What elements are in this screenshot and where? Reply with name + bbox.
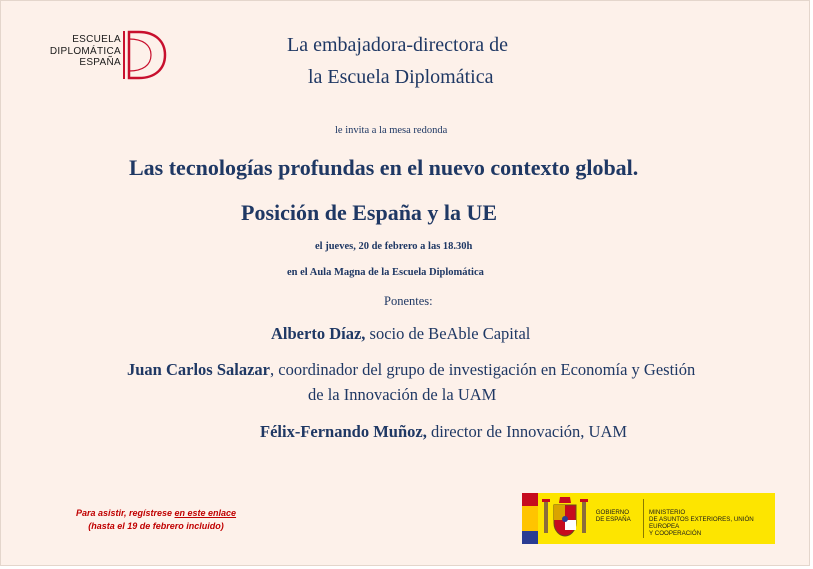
header-line-2: la Escuela Diplomática [308, 66, 494, 88]
event-title-line-1: Las tecnologías profundas en el nuevo contexto global. [129, 155, 639, 180]
registration-link[interactable]: en este enlace [174, 508, 237, 518]
registration-note [41, 507, 271, 533]
invite-text: le invita a la mesa redonda [335, 125, 448, 136]
ministerio-line: MINISTERIO [649, 509, 686, 516]
speaker-name: Félix-Fernando Muñoz, [260, 422, 427, 441]
ministerio-line: DE ASUNTOS EXTERIORES, UNIÓN EUROPEA [649, 516, 754, 530]
ministerio-text [644, 493, 775, 544]
speaker-1 [271, 324, 530, 344]
registration-deadline: (hasta el 19 de febrero incluido) [88, 521, 224, 531]
escuela-diplomatica-d-logo [121, 29, 169, 85]
speaker-name: Alberto Díaz, [271, 324, 366, 343]
speaker-2-role-line-2: de la Innovación de la UAM [308, 385, 497, 404]
registration-prefix: Para asistir, regístrese [75, 508, 175, 518]
escuela-diplomatica-logo-text [6, 34, 121, 69]
logo-line: ESCUELA [72, 34, 121, 45]
header-line-1: La embajadora-directora de [287, 34, 508, 56]
coat-of-arms-icon [538, 493, 592, 544]
event-venue: en el Aula Magna de la Escuela Diplomática [287, 267, 484, 278]
logo-line: ESPAÑA [79, 57, 121, 68]
speaker-3 [260, 422, 627, 442]
speaker-name: Juan Carlos Salazar [127, 360, 271, 379]
spain-flag-icon [522, 493, 538, 544]
event-date: el jueves, 20 de febrero a las 18.30h [315, 241, 473, 252]
speaker-role: director de Innovación, UAM [426, 422, 628, 441]
ministerio-line: Y COOPERACIÓN [649, 530, 702, 537]
event-title-line-2: Posición de España y la UE [241, 200, 498, 225]
speaker-2 [127, 360, 695, 380]
speaker-role: , coordinador del grupo de investigación en Economía y Gestión [270, 360, 696, 379]
speakers-label: Ponentes: [384, 294, 433, 308]
gobierno-line: DE ESPAÑA [595, 516, 631, 523]
gobierno-line: GOBIERNO [595, 509, 630, 516]
gobierno-text [592, 493, 643, 544]
logo-line: DIPLOMÁTICA [49, 45, 121, 57]
speaker-role: socio de BeAble Capital [365, 324, 531, 343]
gobierno-espana-logo [522, 493, 775, 544]
